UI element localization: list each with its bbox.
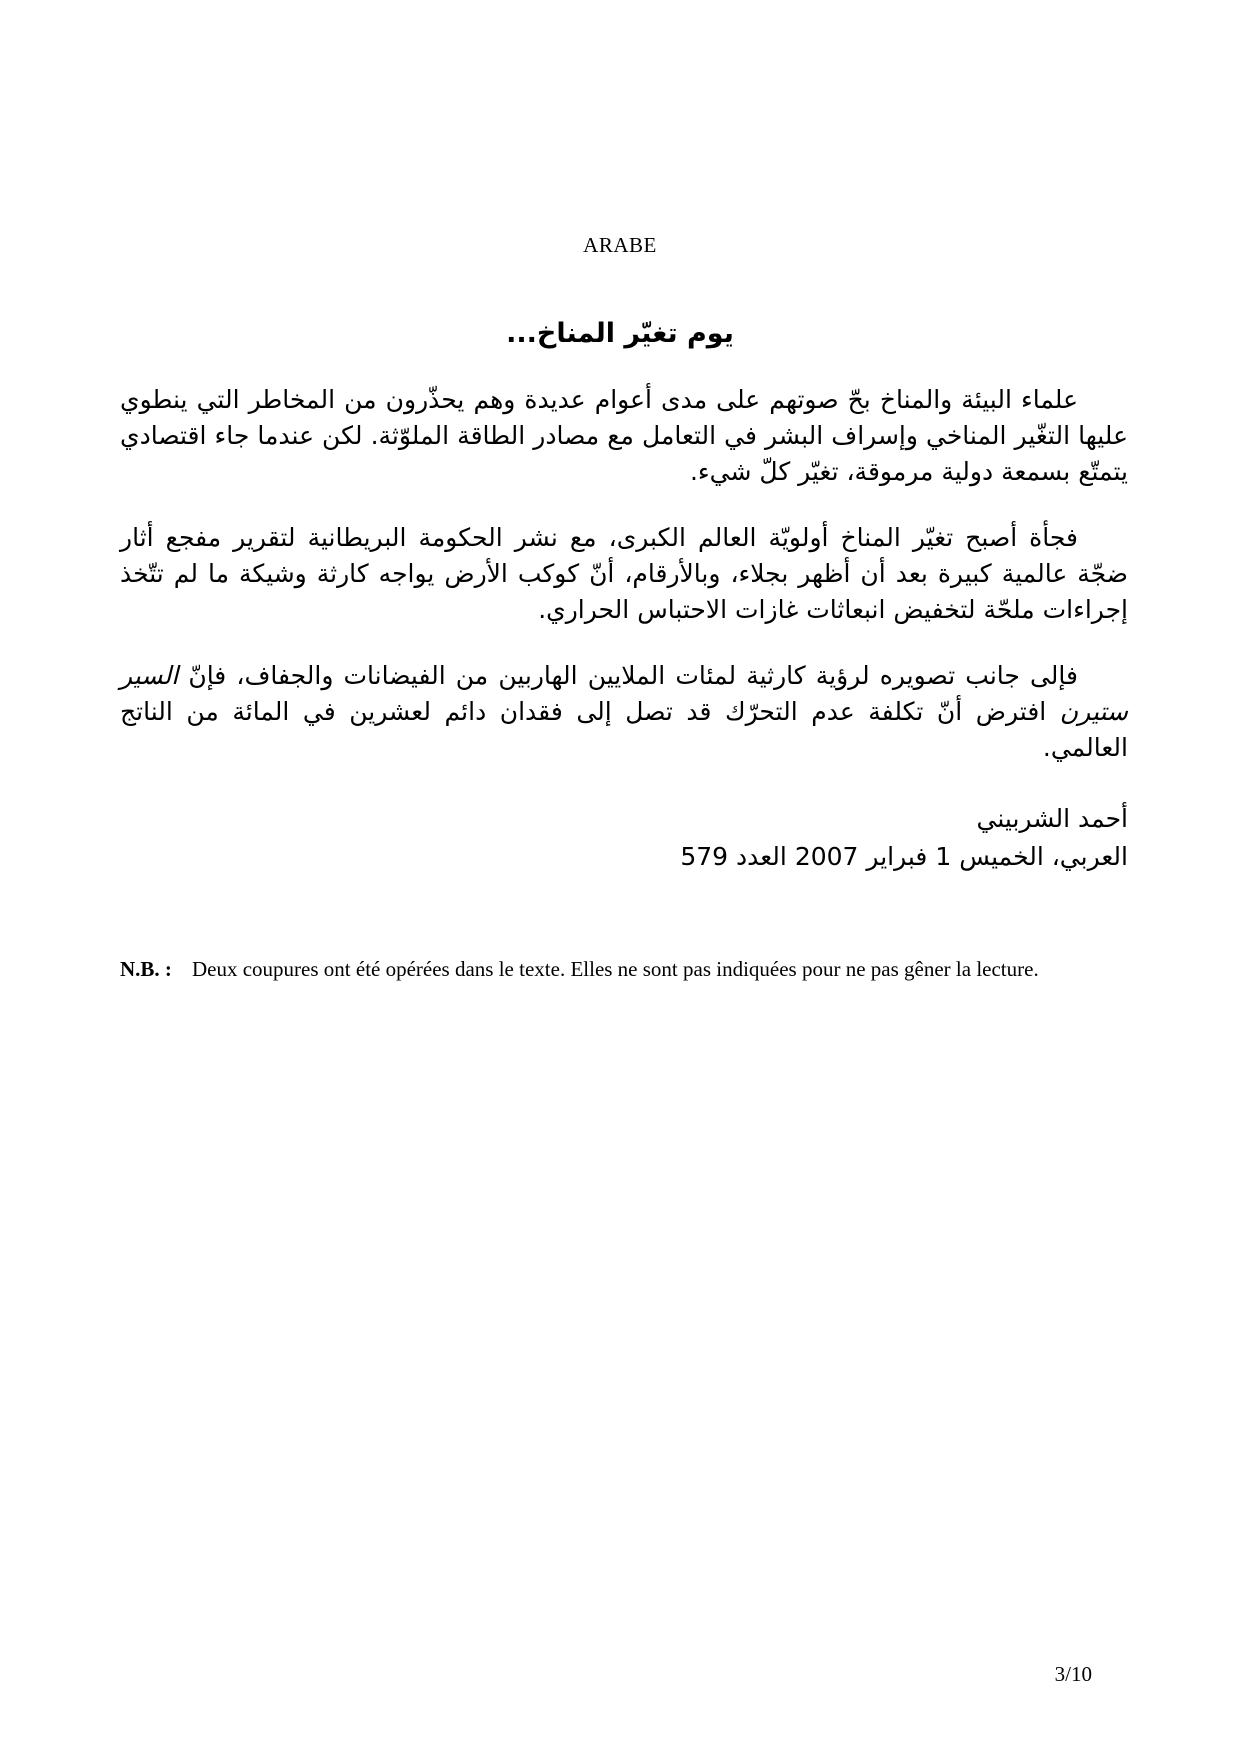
language-label: ARABE	[583, 233, 657, 257]
article-paragraph-2	[120, 520, 1128, 628]
article-paragraph-3	[120, 658, 1128, 766]
paragraph-2-text: فجأة أصبح تغيّر المناخ أولويّة العالم الكبرى، مع نشر الحكومة البريطانية لتقرير مفجع أثار ضجّة عالمية كبيرة بعد أن أظهر بجلاء، وبالأرقام، أنّ كوكب الأرض يواجه كارثة وشيكة ما لم تتّخذ إجراءات ملحّة لتخفيض انبعاثات غازات الاحتباس الحراري.	[120, 523, 1128, 624]
source-citation: العربي، الخميس 1 فبراير 2007 العدد 579	[680, 842, 1128, 871]
page-number: 3/10	[1054, 1662, 1092, 1686]
paragraph-3-text-part2: افترض أنّ تكلفة عدم التحرّك قد تصل إلى فقدان دائم لعشرين في المائة من الناتج العالمي.	[120, 697, 1128, 762]
paragraph-3-text-part1: فإلى جانب تصويره لرؤية كارثية لمئات الملايين الهاربين من الفيضانات والجفاف، فإنّ	[188, 661, 1078, 690]
editor-note	[120, 956, 1130, 983]
note-label: N.B. :	[120, 957, 172, 981]
paragraph-1-text: علماء البيئة والمناخ بحّ صوتهم على مدى أعوام عديدة وهم يحذّرون من المخاطر التي ينطوي عليها التغّير المناخي وإسراف البشر في التعامل مع مصادر الطاقة الملوّثة. لكن عندما جاء اقتصادي يتمتّع بسمعة دولية مرموقة، تغيّر كلّ شيء.	[120, 385, 1128, 486]
author-name: أحمد الشربيني	[976, 804, 1128, 833]
note-text: Deux coupures ont été opérées dans le texte. Elles ne sont pas indiquées pour ne pas gêner la lecture.	[192, 957, 1039, 981]
article-paragraph-1	[120, 382, 1128, 490]
article-title: يوم تغيّر المناخ...	[506, 318, 734, 349]
paragraph-3-italic-name: السير ستيرن	[120, 661, 1128, 726]
